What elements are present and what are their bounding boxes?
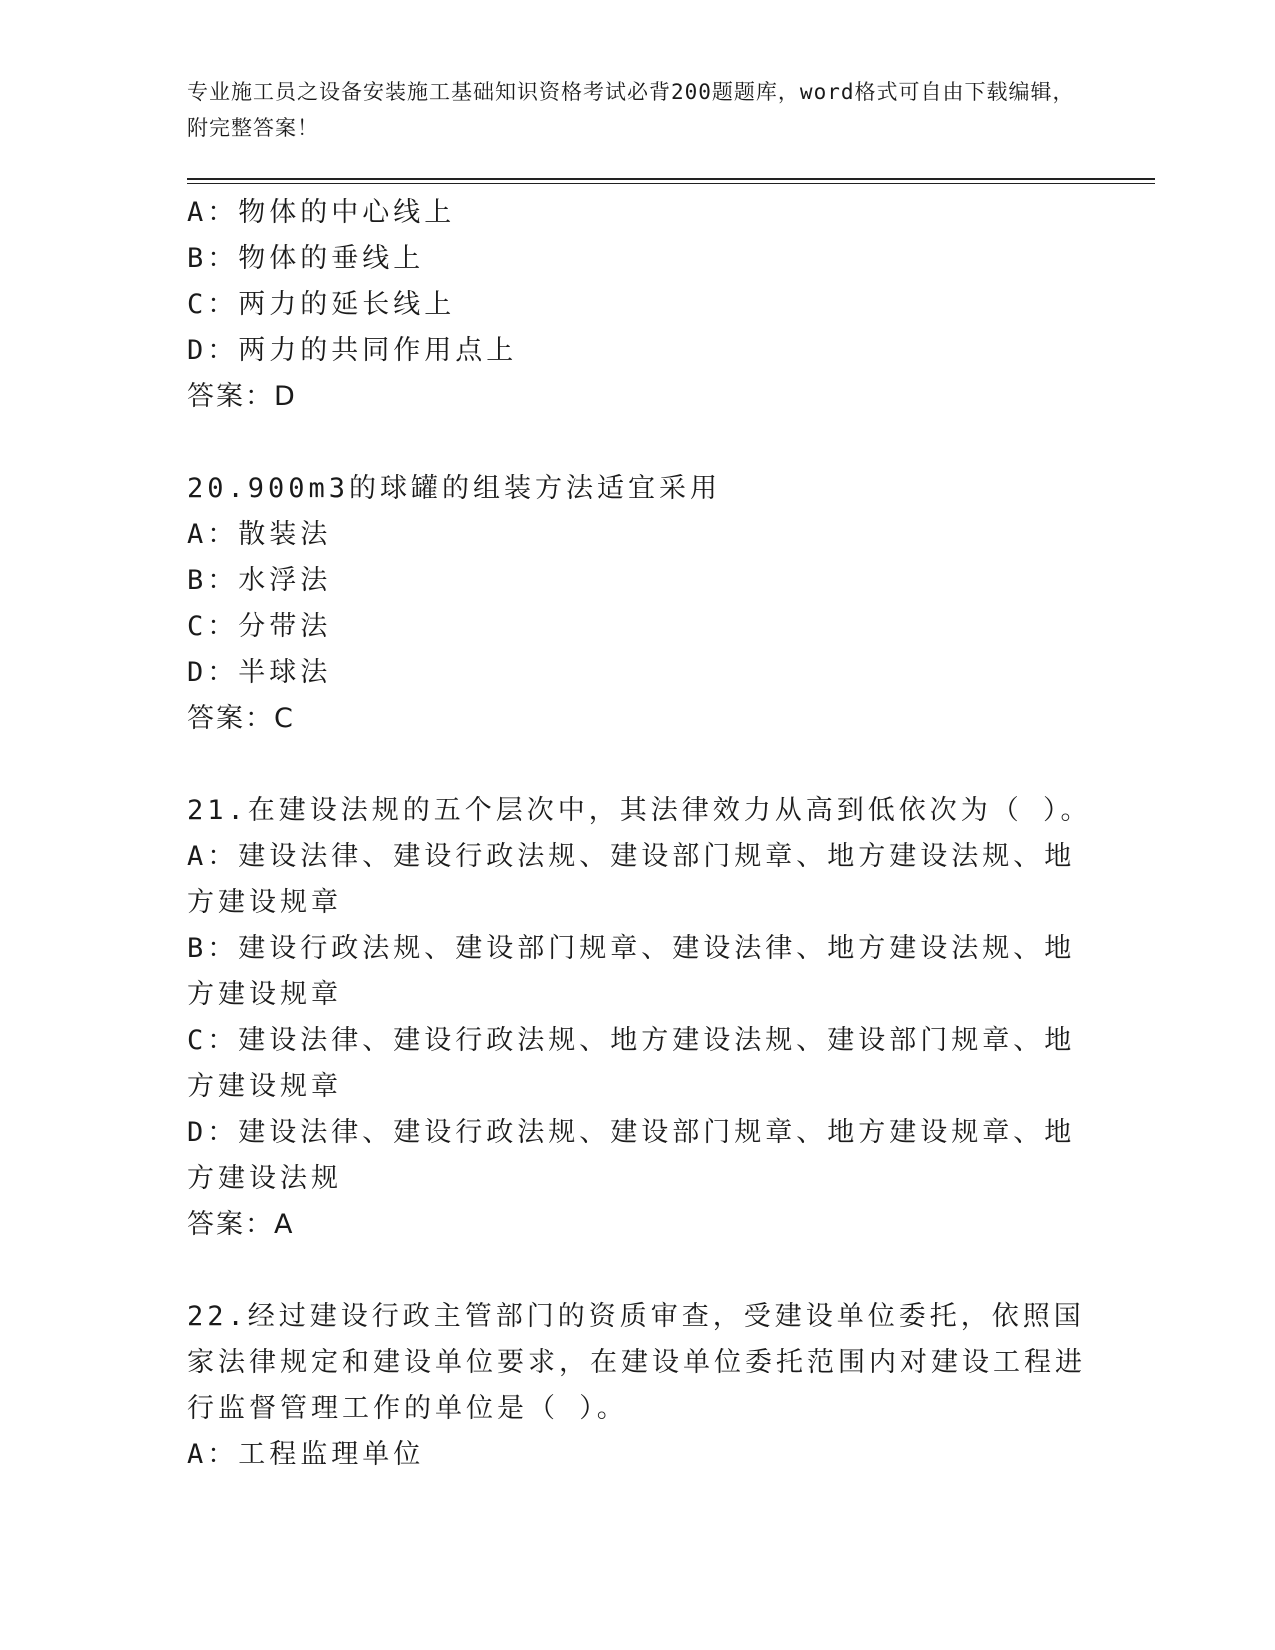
option-d: D：两力的共同作用点上	[187, 335, 518, 366]
question-text: 22.经过建设行政主管部门的资质审查，受建设单位委托，依照国家法律规定和建设单位要求，在建设单位委托范围内对建设工程进行监督管理工作的单位是（ ）。	[187, 1301, 1086, 1424]
answer: 答案：C	[187, 703, 295, 734]
question-content	[187, 190, 1092, 1478]
header-divider-thick	[187, 178, 1155, 180]
spacer	[187, 420, 1087, 466]
spacer	[187, 742, 1087, 788]
question-19	[187, 190, 1087, 420]
option-c: C：分带法	[187, 611, 332, 642]
option-a: A：工程监理单位	[187, 1439, 425, 1470]
option-d: D：建设法律、建设行政法规、建设部门规章、地方建设规章、地方建设法规	[187, 1117, 1076, 1194]
document-header: 专业施工员之设备安装施工基础知识资格考试必背200题题库，word格式可自由下载编辑，附完整答案！	[187, 80, 1075, 140]
option-c: C：建设法律、建设行政法规、地方建设法规、建设部门规章、地方建设规章	[187, 1025, 1076, 1102]
question-text: 20.900m3的球罐的组装方法适宜采用	[187, 473, 722, 504]
answer: 答案：A	[187, 1209, 295, 1240]
option-b: B：水浮法	[187, 565, 332, 596]
option-b: B：物体的垂线上	[187, 243, 425, 274]
option-d: D：半球法	[187, 657, 332, 688]
answer: 答案：D	[187, 381, 297, 412]
option-a: A：物体的中心线上	[187, 197, 456, 228]
option-c: C：两力的延长线上	[187, 289, 456, 320]
option-a: A：散装法	[187, 519, 332, 550]
question-20	[187, 466, 1087, 742]
option-b: B：建设行政法规、建设部门规章、建设法律、地方建设法规、地方建设规章	[187, 933, 1076, 1010]
question-text: 21.在建设法规的五个层次中，其法律效力从高到低依次为（ ）。	[187, 795, 1092, 826]
question-21	[187, 788, 1092, 1248]
question-22	[187, 1294, 1087, 1478]
spacer	[187, 1248, 1087, 1294]
header-divider-thin	[187, 183, 1155, 184]
option-a: A：建设法律、建设行政法规、建设部门规章、地方建设法规、地方建设规章	[187, 841, 1076, 918]
